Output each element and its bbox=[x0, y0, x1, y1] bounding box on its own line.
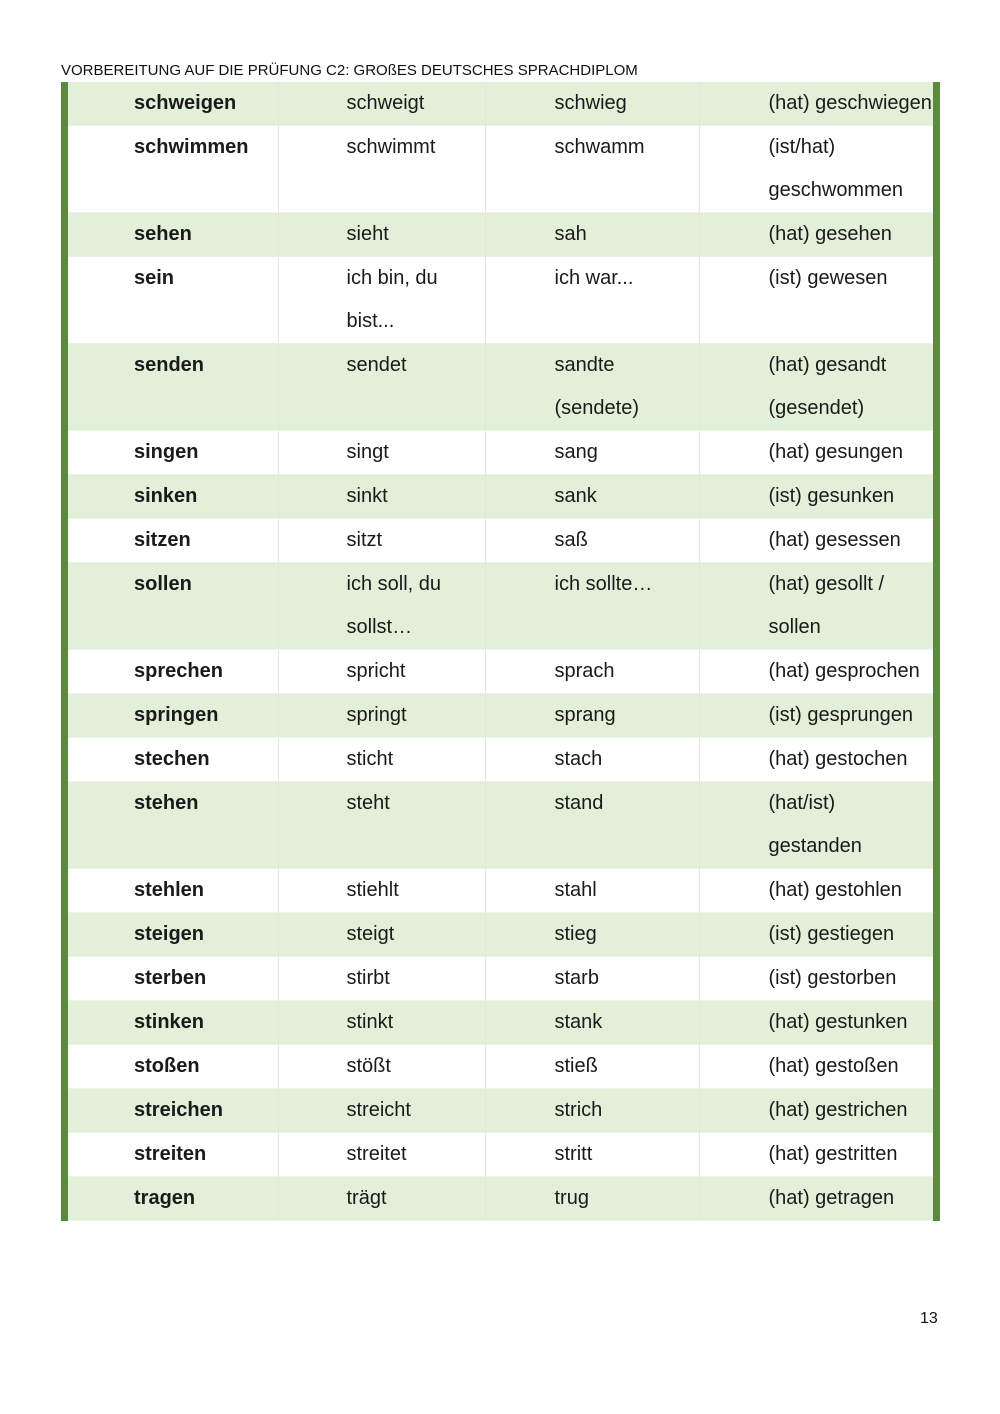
infinitive-cell: schweigen bbox=[68, 82, 278, 126]
infinitive-cell: stechen bbox=[68, 738, 278, 782]
present-cell: ich soll, du sollst… bbox=[278, 563, 485, 650]
preterite-cell: sank bbox=[485, 475, 699, 519]
infinitive-cell: sprechen bbox=[68, 650, 278, 694]
preterite-cell: stank bbox=[485, 1001, 699, 1045]
preterite-cell: sprang bbox=[485, 694, 699, 738]
infinitive-cell: springen bbox=[68, 694, 278, 738]
participle-cell: (ist) gewesen bbox=[699, 257, 933, 344]
infinitive-cell: senden bbox=[68, 344, 278, 431]
table-row bbox=[68, 82, 933, 126]
preterite-cell: schwieg bbox=[485, 82, 699, 126]
preterite-cell: sprach bbox=[485, 650, 699, 694]
table-row bbox=[68, 475, 933, 519]
table-row bbox=[68, 957, 933, 1001]
infinitive-cell: singen bbox=[68, 431, 278, 475]
verb-table bbox=[68, 82, 933, 1221]
participle-cell: (hat) gestoßen bbox=[699, 1045, 933, 1089]
participle-cell: (hat) gesprochen bbox=[699, 650, 933, 694]
preterite-cell: ich war... bbox=[485, 257, 699, 344]
present-cell: stößt bbox=[278, 1045, 485, 1089]
present-cell: streitet bbox=[278, 1133, 485, 1177]
infinitive-cell: sollen bbox=[68, 563, 278, 650]
present-cell: stiehlt bbox=[278, 869, 485, 913]
participle-cell: (hat) gesungen bbox=[699, 431, 933, 475]
infinitive-cell: stehen bbox=[68, 782, 278, 869]
table-row bbox=[68, 563, 933, 650]
present-cell: steigt bbox=[278, 913, 485, 957]
present-cell: stinkt bbox=[278, 1001, 485, 1045]
present-cell: stirbt bbox=[278, 957, 485, 1001]
table-row bbox=[68, 126, 933, 213]
present-cell: spricht bbox=[278, 650, 485, 694]
preterite-cell: stieg bbox=[485, 913, 699, 957]
preterite-cell: sandte (sendete) bbox=[485, 344, 699, 431]
table-row bbox=[68, 694, 933, 738]
table-row bbox=[68, 1133, 933, 1177]
infinitive-cell: stoßen bbox=[68, 1045, 278, 1089]
table-row bbox=[68, 913, 933, 957]
infinitive-cell: sterben bbox=[68, 957, 278, 1001]
participle-cell: (hat) gestritten bbox=[699, 1133, 933, 1177]
table-row bbox=[68, 869, 933, 913]
infinitive-cell: streichen bbox=[68, 1089, 278, 1133]
infinitive-cell: stehlen bbox=[68, 869, 278, 913]
preterite-cell: strich bbox=[485, 1089, 699, 1133]
table-row bbox=[68, 344, 933, 431]
present-cell: schweigt bbox=[278, 82, 485, 126]
present-cell: singt bbox=[278, 431, 485, 475]
present-cell: schwimmt bbox=[278, 126, 485, 213]
participle-cell: (hat) gestrichen bbox=[699, 1089, 933, 1133]
table-row bbox=[68, 1045, 933, 1089]
present-cell: streicht bbox=[278, 1089, 485, 1133]
preterite-cell: sang bbox=[485, 431, 699, 475]
table-row bbox=[68, 650, 933, 694]
table-row bbox=[68, 431, 933, 475]
participle-cell: (hat) geschwiegen bbox=[699, 82, 933, 126]
infinitive-cell: schwimmen bbox=[68, 126, 278, 213]
preterite-cell: stritt bbox=[485, 1133, 699, 1177]
table-row bbox=[68, 782, 933, 869]
preterite-cell: stahl bbox=[485, 869, 699, 913]
preterite-cell: stieß bbox=[485, 1045, 699, 1089]
preterite-cell: stand bbox=[485, 782, 699, 869]
present-cell: sinkt bbox=[278, 475, 485, 519]
participle-cell: (ist/hat) geschwommen bbox=[699, 126, 933, 213]
table-row bbox=[68, 213, 933, 257]
participle-cell: (hat) gesandt (gesendet) bbox=[699, 344, 933, 431]
present-cell: sieht bbox=[278, 213, 485, 257]
participle-cell: (ist) gestorben bbox=[699, 957, 933, 1001]
page-number: 13 bbox=[920, 1310, 938, 1327]
verb-table-body bbox=[68, 82, 933, 1221]
infinitive-cell: sehen bbox=[68, 213, 278, 257]
verb-table-container bbox=[61, 82, 940, 1221]
preterite-cell: starb bbox=[485, 957, 699, 1001]
infinitive-cell: stinken bbox=[68, 1001, 278, 1045]
table-row bbox=[68, 257, 933, 344]
table-row bbox=[68, 738, 933, 782]
table-row bbox=[68, 519, 933, 563]
participle-cell: (ist) gestiegen bbox=[699, 913, 933, 957]
present-cell: sticht bbox=[278, 738, 485, 782]
participle-cell: (ist) gesprungen bbox=[699, 694, 933, 738]
participle-cell: (hat) gestohlen bbox=[699, 869, 933, 913]
participle-cell: (hat) gesehen bbox=[699, 213, 933, 257]
table-row bbox=[68, 1001, 933, 1045]
infinitive-cell: tragen bbox=[68, 1177, 278, 1221]
present-cell: springt bbox=[278, 694, 485, 738]
infinitive-cell: sein bbox=[68, 257, 278, 344]
infinitive-cell: steigen bbox=[68, 913, 278, 957]
preterite-cell: sah bbox=[485, 213, 699, 257]
participle-cell: (ist) gesunken bbox=[699, 475, 933, 519]
table-row bbox=[68, 1177, 933, 1221]
present-cell: trägt bbox=[278, 1177, 485, 1221]
present-cell: steht bbox=[278, 782, 485, 869]
participle-cell: (hat) gesollt / sollen bbox=[699, 563, 933, 650]
preterite-cell: trug bbox=[485, 1177, 699, 1221]
table-row bbox=[68, 1089, 933, 1133]
infinitive-cell: sitzen bbox=[68, 519, 278, 563]
preterite-cell: schwamm bbox=[485, 126, 699, 213]
preterite-cell: ich sollte… bbox=[485, 563, 699, 650]
present-cell: sendet bbox=[278, 344, 485, 431]
page-header: VORBEREITUNG AUF DIE PRÜFUNG C2: GROßES DEUTSCHES SPRACHDIPLOM bbox=[61, 62, 638, 79]
participle-cell: (hat/ist) gestanden bbox=[699, 782, 933, 869]
participle-cell: (hat) gestunken bbox=[699, 1001, 933, 1045]
preterite-cell: saß bbox=[485, 519, 699, 563]
participle-cell: (hat) gestochen bbox=[699, 738, 933, 782]
infinitive-cell: sinken bbox=[68, 475, 278, 519]
preterite-cell: stach bbox=[485, 738, 699, 782]
participle-cell: (hat) getragen bbox=[699, 1177, 933, 1221]
infinitive-cell: streiten bbox=[68, 1133, 278, 1177]
present-cell: sitzt bbox=[278, 519, 485, 563]
participle-cell: (hat) gesessen bbox=[699, 519, 933, 563]
present-cell: ich bin, du bist... bbox=[278, 257, 485, 344]
